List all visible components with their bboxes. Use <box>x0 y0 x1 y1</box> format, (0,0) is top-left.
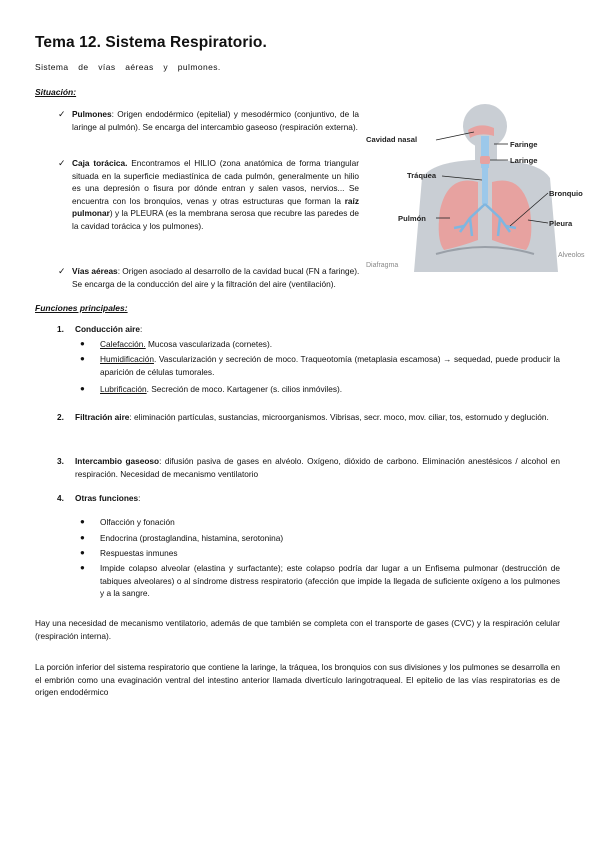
bullet-icon: ● <box>80 533 85 542</box>
function-filtracion: Filtración aire: eliminación partículas, sustancias, microorganismos. Vibrisas, secr. moco, mov. ciliar, tos, estornudo y deglución. <box>75 412 549 422</box>
label-faringe: Faringe <box>510 140 538 149</box>
label-laringe: Laringe <box>510 156 538 165</box>
trachea-shape <box>482 164 488 204</box>
bullet-icon: ● <box>80 384 85 393</box>
list-item-calefaccion: Calefacción. Mucosa vascularizada (cornetes). <box>100 339 273 349</box>
bullet-icon: ● <box>80 339 85 348</box>
respiratory-system-diagram <box>362 100 594 272</box>
section-heading-funciones: Funciones principales: <box>35 303 128 313</box>
list-item: Impide colapso alveolar (elastina y surfactante); este colapso podría dar lugar a un Enfisema pulmonar (destrucción de tabiques alveolares) o al síndrome distress respiratorio (afección que impide la llegada de suficiente oxígeno a los pulmones y a la sangre. <box>100 563 560 598</box>
list-number: 1. <box>57 324 64 334</box>
label-bronquio: Bronquio <box>549 189 583 198</box>
bullet-icon: ● <box>80 563 85 572</box>
paragraph: Hay una necesidad de mecanismo ventilatorio, además de que también se completa con el transporte de gases (CVC) y la respiración celular (respiración interna). <box>35 618 560 641</box>
label-traquea: Tráquea <box>407 171 437 180</box>
bullet-icon: ● <box>80 517 85 526</box>
list-number: 4. <box>57 493 64 503</box>
paragraph: La porción inferior del sistema respiratorio que contiene la laringe, la tráquea, los bronquios con sus divisiones y los pulmones se desarrolla en el embrión como una evaginación ventral del intestino anterior llamada divertículo laringotraqueal. El epitelio de las vías respiratorias es de origen endodérmico <box>35 662 560 697</box>
section-heading-situacion: Situación: <box>35 87 77 97</box>
bullet-icon: ● <box>80 548 85 557</box>
function-heading-otras: Otras funciones: <box>75 493 141 503</box>
list-item: Respuestas inmunes <box>100 548 178 558</box>
larynx-shape <box>480 156 490 164</box>
label-pulmon: Pulmón <box>398 214 426 223</box>
label-cavidad-nasal: Cavidad nasal <box>366 135 418 144</box>
label-pleura: Pleura <box>549 219 573 228</box>
checkmark-icon: ✓ <box>58 266 66 276</box>
function-heading-conduccion: Conducción aire: <box>75 324 143 334</box>
list-number: 3. <box>57 456 64 466</box>
list-item-caja-toracica: Caja torácica. Encontramos el HILIO (zona anatómica de forma triangular situada en la superficie mediastínica de cada pulmón, generalmente un hilio es una depresión o fisura por dónde entran y salen vasos, nervios... Se encuentra con los bronquios, venas y otras estructuras que forman la raíz pulmonar) y la PLEURA (es la membrana serosa que recubre las paredes de la cavidad torácica y los pulmones). <box>72 158 359 231</box>
list-item-pulmones: Pulmones: Origen endodérmico (epitelial) y mesodérmico (conjuntivo, de la laringe al pulmón). Se encarga del intercambio gaseoso (respiración externa). <box>72 109 359 132</box>
list-item: Olfacción y fonación <box>100 517 175 527</box>
page-title: Tema 12. Sistema Respiratorio. <box>35 34 267 51</box>
list-item-lubrificacion: Lubrificación. Secreción de moco. Kartagener (s. cilios inmóviles). <box>100 384 343 394</box>
list-item-humidificacion: Humidificación. Vascularización y secreción de moco. Traqueotomía (metaplasia escamosa) → sequedad, puede producir la aparición de células tumorales. <box>100 354 560 377</box>
page-subtitle: Sistema de vías aéreas y pulmones. <box>35 62 221 72</box>
checkmark-icon: ✓ <box>58 158 66 168</box>
label-alveolos: Alveolos <box>558 252 585 259</box>
list-number: 2. <box>57 412 64 422</box>
checkmark-icon: ✓ <box>58 109 66 119</box>
list-item: Endocrina (prostaglandina, histamina, serotonina) <box>100 533 284 543</box>
label-diafragma: Diafragma <box>366 262 399 269</box>
function-intercambio: Intercambio gaseoso: difusión pasiva de gases en alvéolo. Oxígeno, dióxido de carbono. Eliminación anestésicos / alcohol en respiración. Necesidad de mecanismo ventilatorio <box>75 456 560 479</box>
list-item-vias-aereas: Vías aéreas: Origen asociado al desarrollo de la cavidad bucal (FN a faringe). Se encarga de la conducción del aire y la filtración del aire (ventilación). <box>72 266 360 289</box>
bullet-icon: ● <box>80 354 85 363</box>
